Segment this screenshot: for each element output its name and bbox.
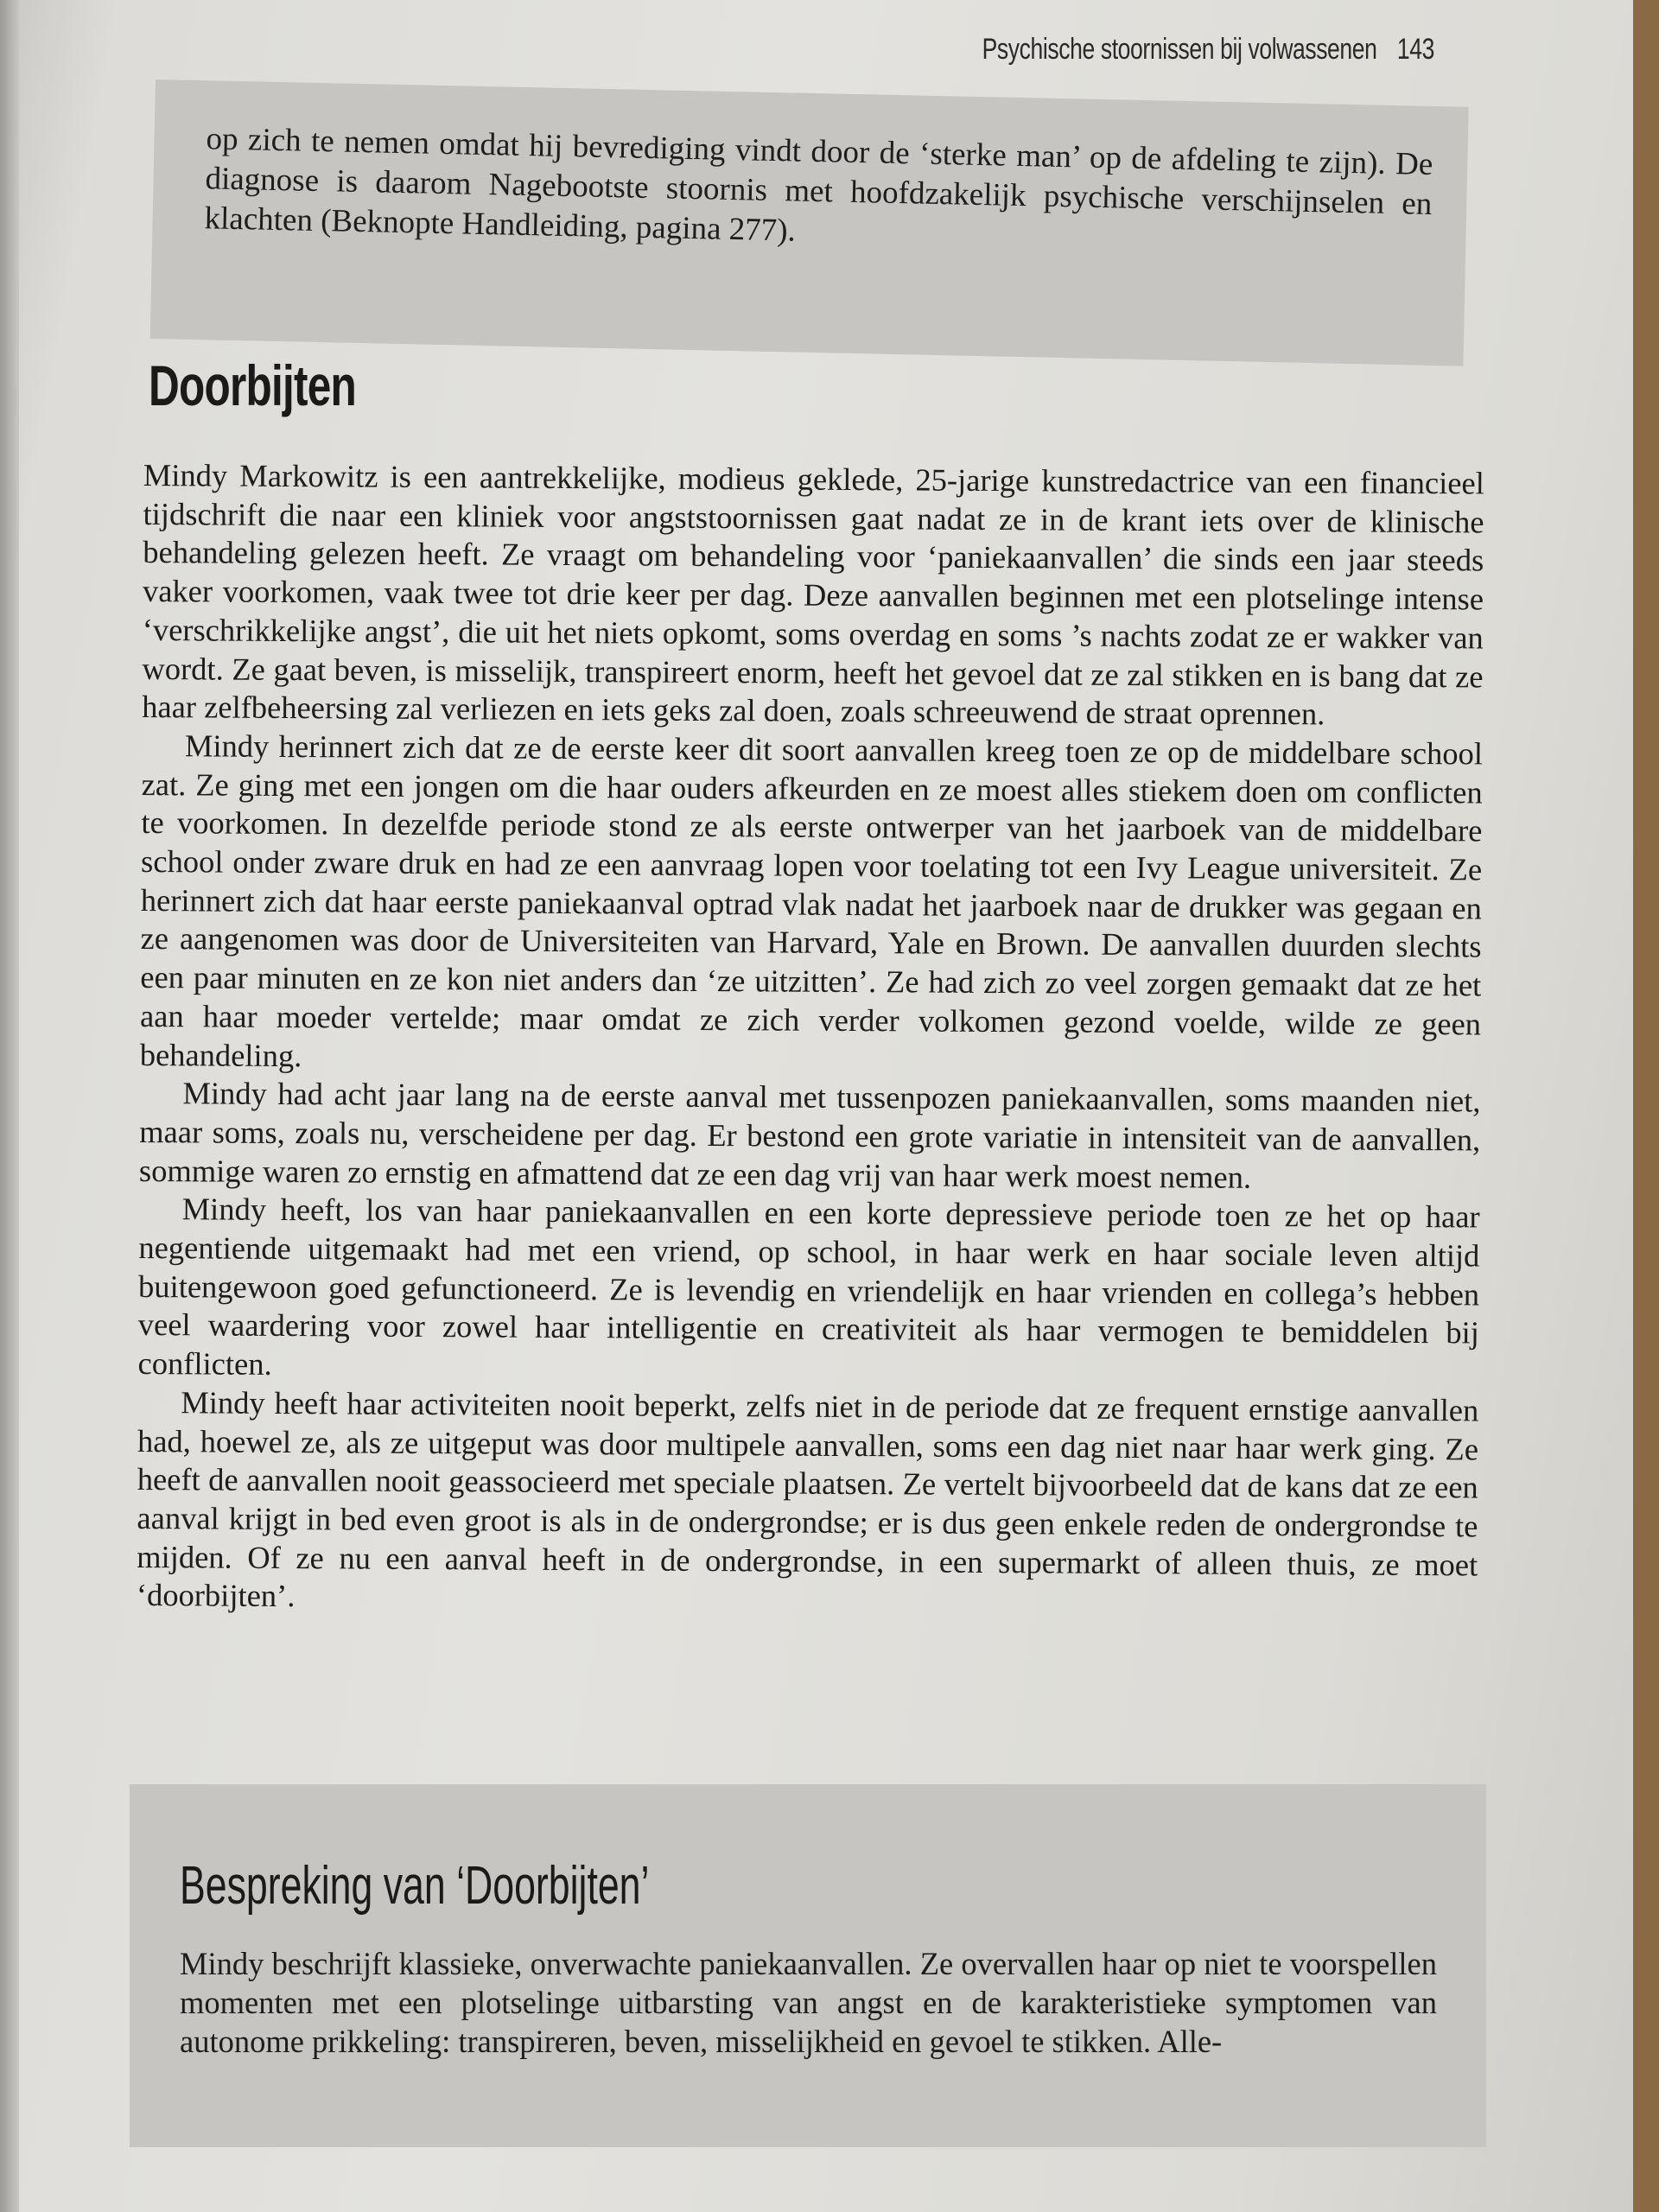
- paragraph: Mindy herinnert zich dat ze de eerste keer dit soort aanvallen kreeg toen ze op de middelbare school zat. Ze ging met een jongen om die haar ouders afkeurden en ze moest alles stiekem doen om conflicten te voorkomen. In dezelfde periode stond ze als eerste ontwerper van het jaarboek van de middelbare school onder zware druk en had ze een aanvraag lopen voor toelating tot een Ivy League universiteit. Ze herinnert zich dat haar eerste paniekaanval optrad vlak nadat het jaarboek naar de drukker was gegaan en ze aangenomen was door de Universiteiten van Harvard, Yale en Brown. De aanvallen duurden slechts een paar minuten en ze kon niet anders dan ‘ze uitzitten’. Ze had zich zo veel zorgen gemaakt dat ze het aan haar moeder vertelde; maar omdat ze zich verder volkomen gezond voelde, wilde ze geen behandeling.: [139, 728, 1484, 1073]
- page-gutter-shadow: [0, 0, 19, 2212]
- discussion-box: [130, 1784, 1486, 2147]
- previous-case-box: [150, 79, 1469, 366]
- running-head-title: Psychische stoornissen bij volwassenen: [982, 33, 1377, 66]
- running-head: [982, 33, 1434, 67]
- case-body: [137, 456, 1484, 1624]
- paragraph: Mindy Markowitz is een aantrekkelijke, modieus geklede, 25-jarige kunstredactrice van een financieel tijdschrift die naar een kliniek voor angststoornissen gaat nadat ze in de krant iets over de klinische behandeling gelezen heeft. Ze vraagt om behandeling voor ‘paniekaanvallen’ die sinds een jaar steeds vaker voorkomen, vaak twee tot drie keer per dag. Deze aanvallen beginnen met een plotselinge intense ‘verschrikkelijke angst’, die uit het niets opkomt, soms overdag en soms ’s nachts zodat ze er wakker van wordt. Ze gaat beven, is misselijk, transpireert enorm, heeft het gevoel dat ze zal stikken en is bang dat ze haar zelfbeheersing zal verliezen en iets geks zal doen, zoals schreeuwend de straat oprennen.: [142, 457, 1484, 732]
- paragraph: Mindy heeft, los van haar paniekaanvallen en een korte depressieve periode toen ze het op haar negentiende uitgemaakt had met een vriend, op school, in haar werk en haar sociale leven altijd buitengewoon goed gefunctioneerd. Ze is levendig en vriendelijk en haar vrienden en collega’s hebben veel waardering voor zowel haar intelligentie en creativiteit als haar vermogen te bemiddelen bij conflicten.: [137, 1191, 1480, 1382]
- previous-case-text: op zich te nemen omdat hij bevrediging vindt door de ‘sterke man’ op de afdeling te zijn). De diagnose is daarom Nagebootste stoornis met hoofdzakelijk psychische verschijnselen en klachten (Beknopte Handleiding, pagina 277).: [204, 121, 1433, 249]
- discussion-heading: Bespreking van ‘Doorbijten’: [180, 1856, 650, 1916]
- page-number: 143: [1396, 33, 1434, 66]
- section-heading: Doorbijten: [149, 353, 356, 417]
- discussion-text: Mindy beschrijft klassieke, onverwachte paniekaanvallen. Ze overvallen haar op niet te voorspellen momenten met een plotselinge uitbarsting van angst en de karakteristieke symptomen van autonome prikkeling: transpireren, beven, misselijkheid en gevoel te stikken. Alle-: [180, 1946, 1437, 2059]
- paragraph: Mindy heeft haar activiteiten nooit beperkt, zelfs niet in de periode dat ze frequent ernstige aanvallen had, hoewel ze, als ze uitgeput was door multipele aanvallen, soms een dag niet naar haar werk ging. Ze heeft de aanvallen nooit geassocieerd met speciale plaatsen. Ze vertelt bijvoorbeeld dat de kans dat ze een aanval krijgt in bed even groot is als in de ondergrondse; er is dus geen enkele reden de ondergrondse te mijden. Of ze nu een aanval heeft in de ondergrondse, in een supermarkt of alleen thuis, ze moet ‘doorbijten’.: [136, 1384, 1479, 1614]
- paragraph: Mindy had acht jaar lang na de eerste aanval met tussenpozen paniekaanvallen, soms maanden niet, maar soms, zoals nu, verscheidene per dag. Er bestond een grote variatie in intensiteit van de aanvallen, sommige waren zo ernstig en afmattend dat ze een dag vrij van haar werk moest nemen.: [138, 1075, 1481, 1195]
